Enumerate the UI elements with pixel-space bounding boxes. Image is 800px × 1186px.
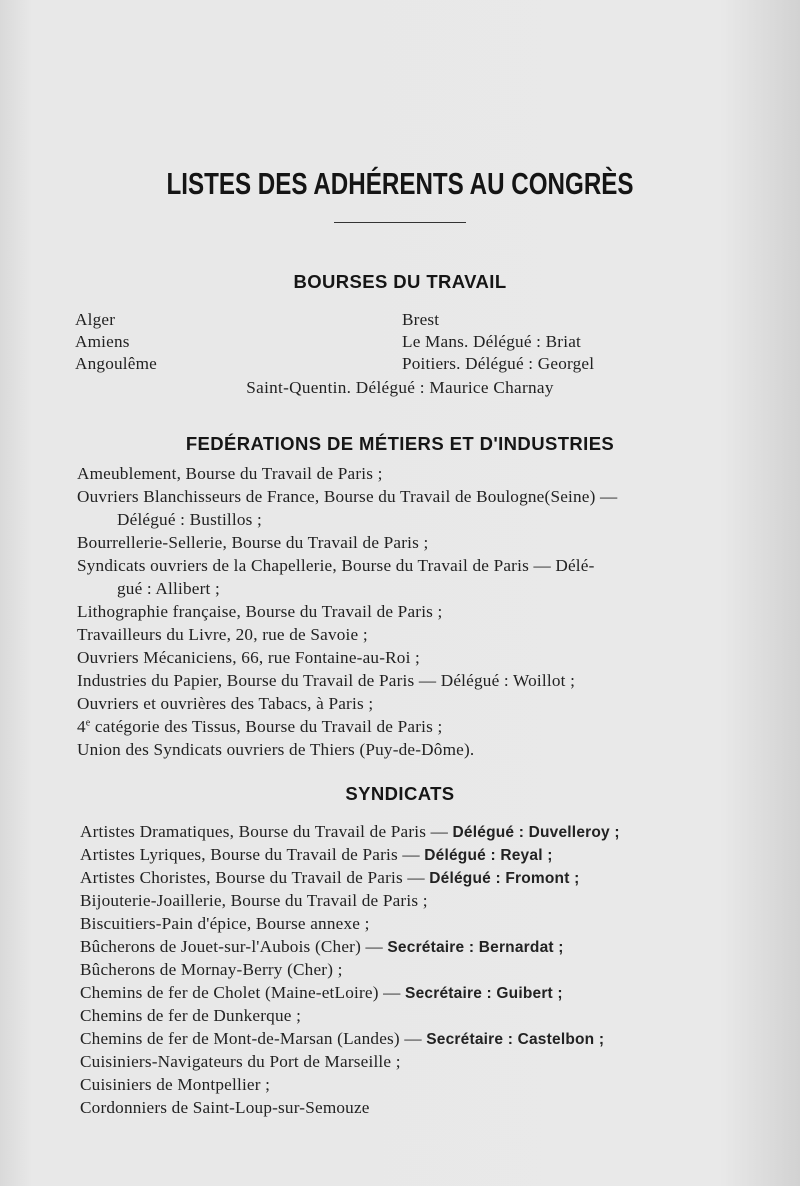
syndicat-name: Artistes Choristes, Bourse du Travail de Paris — [80,868,430,887]
syndicat-name: Cordonniers de Saint-Loup-sur-Semouze [80,1098,370,1117]
bourse-le-mans-city: Le Mans. [402,332,469,351]
bourse-angouleme: Angoulême [75,354,157,373]
bourse-poitiers-city: Poitiers. [402,354,461,373]
federation-line: Lithographie française, Bourse du Travail de Paris ; [77,602,443,621]
ordinal-number: 4 [77,717,86,736]
bourse-brest [402,310,439,330]
syndicat-line [80,983,563,1003]
federation-line: Ameublement, Bourse du Travail de Paris ; [77,464,383,483]
federation-line: Ouvriers Mécaniciens, 66, rue Fontaine-au-Roi ; [77,648,421,667]
bourse-le-mans [402,332,581,352]
syndicat-name: Bijouterie-Joaillerie, Bourse du Travail de Paris ; [80,891,428,910]
bourse-alger: Alger [75,310,116,329]
federation-line: Industries du Papier, Bourse du Travail de Paris — Délégué : Woillot ; [77,671,576,690]
syndicat-line [80,1052,401,1072]
syndicat-line [80,914,370,934]
federation-line: Travailleurs du Livre, 20, rue de Savoie ; [77,625,368,644]
syndicat-name: Chemins de fer de Mont-de-Marsan (Landes) — [80,1029,427,1048]
syndicat-name: Artistes Dramatiques, Bourse du Travail de Paris — [80,822,453,841]
bourse-amiens: Amiens [75,332,130,351]
syndicat-officer: Délégué : Duvelleroy ; [452,824,620,841]
syndicat-officer: Secrétaire : Guibert ; [405,985,563,1002]
syndicat-name: Artistes Lyriques, Bourse du Travail de Paris — [80,845,425,864]
federation-line: Syndicats ouvriers de la Chapellerie, Bourse du Travail de Paris — Délé- [77,556,595,575]
syndicat-name: Biscuitiers-Pain d'épice, Bourse annexe ; [80,914,370,933]
syndicat-line [80,868,579,888]
syndicat-line [80,1075,270,1095]
bourse-brest-city: Brest [402,310,440,329]
federation-line: gué : Allibert ; [117,579,220,598]
heading-syndicats: SYNDICATS [345,783,455,804]
bourse-le-mans-delegate: Délégué : Briat [473,332,582,351]
title-rule [334,222,466,223]
federation-line: Union des Syndicats ouvriers de Thiers (Puy-de-Dôme). [77,740,475,759]
syndicat-line [80,960,343,980]
syndicat-line [80,1098,370,1118]
ordinal-suffix: e [85,717,91,729]
syndicat-name: Chemins de fer de Dunkerque ; [80,1006,302,1025]
federation-line-rest: catégorie des Tissus, Bourse du Travail de Paris ; [90,717,443,736]
federation-line: Bourrellerie-Sellerie, Bourse du Travail de Paris ; [77,533,429,552]
federation-line: Ouvriers et ouvrières des Tabacs, à Paris ; [77,694,374,713]
syndicat-name: Bûcherons de Jouet-sur-l'Aubois (Cher) — [80,937,388,956]
syndicat-name: Cuisiniers-Navigateurs du Port de Marseille ; [80,1052,401,1071]
syndicat-officer: Secrétaire : Castelbon ; [426,1031,605,1048]
bourse-saint-quentin: Saint-Quentin. Délégué : Maurice Charnay [246,378,554,397]
federation-line: Ouvriers Blanchisseurs de France, Bourse du Travail de Boulogne(Seine) — [77,487,618,506]
federation-line: Délégué : Bustillos ; [117,510,263,529]
heading-federations: FEDÉRATIONS DE MÉTIERS ET D'INDUSTRIES [185,433,615,454]
syndicat-name: Chemins de fer de Cholet (Maine-etLoire) — [80,983,406,1002]
syndicat-line [80,822,620,842]
syndicat-name: Cuisiniers de Montpellier ; [80,1075,271,1094]
heading-bourses: BOURSES DU TRAVAIL [293,271,507,292]
federation-line [77,717,442,737]
syndicat-officer: Secrétaire : Bernardat ; [387,939,564,956]
syndicat-line [80,845,553,865]
syndicat-line [80,1006,301,1026]
page-title: LISTES DES ADHÉRENTS AU CONGRÈS [166,166,634,201]
syndicat-officer: Délégué : Reyal ; [424,847,553,864]
syndicat-line [80,1029,604,1049]
syndicat-line [80,891,428,911]
syndicat-officer: Délégué : Fromont ; [429,870,580,887]
bourse-poitiers [402,354,594,374]
syndicat-line [80,937,564,957]
syndicat-name: Bûcherons de Mornay-Berry (Cher) ; [80,960,343,979]
bourse-poitiers-delegate: Délégué : Georgel [465,354,595,373]
